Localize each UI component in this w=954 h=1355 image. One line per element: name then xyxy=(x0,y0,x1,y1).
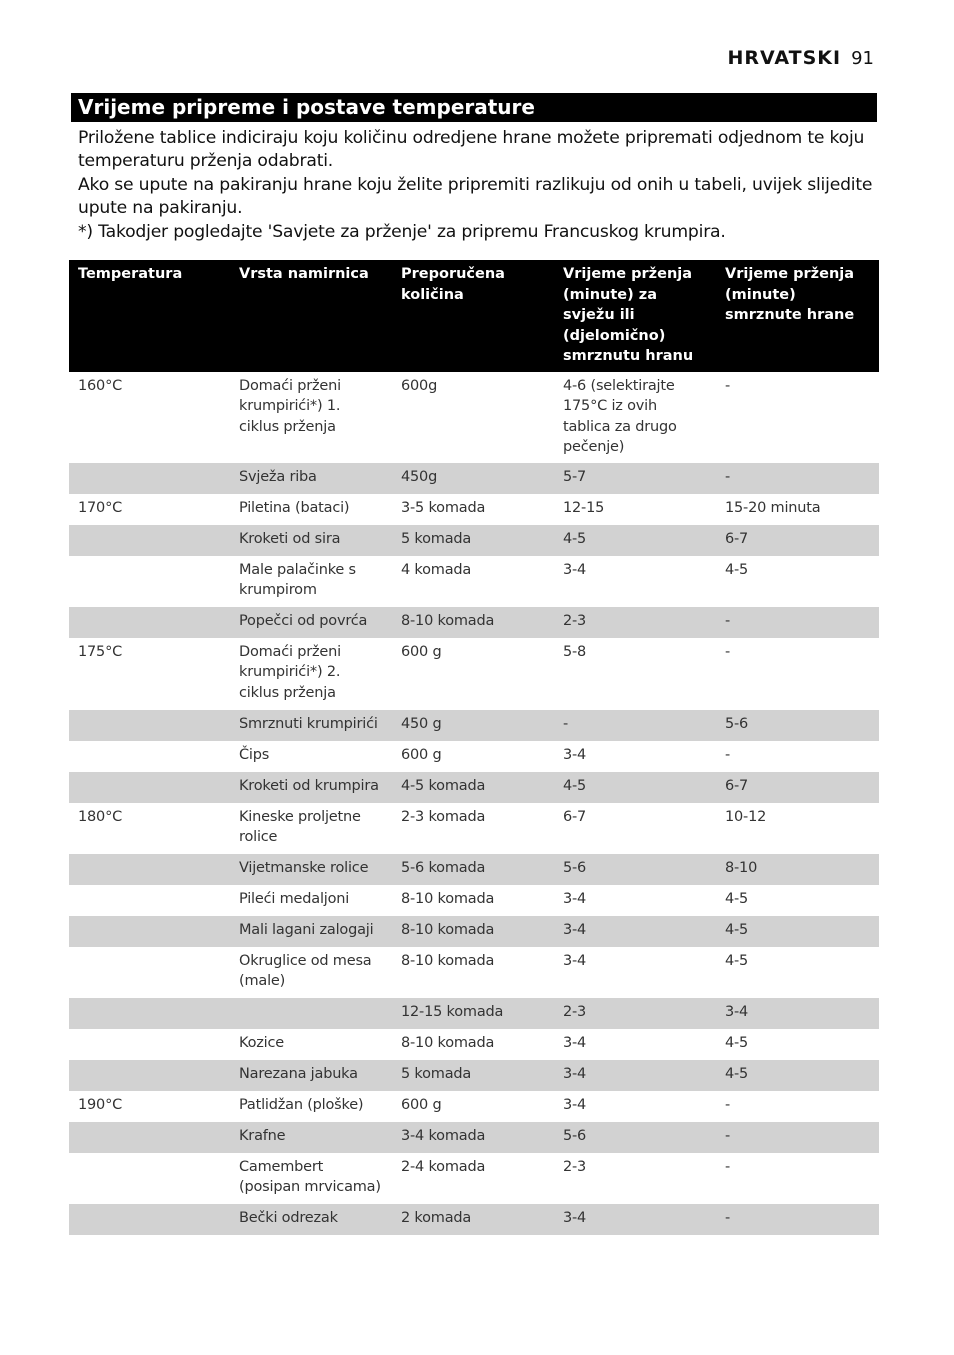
cell-time-fresh: 5-7 xyxy=(554,463,716,494)
cell-temperature xyxy=(69,1029,230,1060)
cell-time-fresh: 2-3 xyxy=(554,607,716,638)
cell-time-frozen: 8-10 xyxy=(716,854,879,885)
table-row xyxy=(69,1204,879,1235)
table-row xyxy=(69,525,879,556)
table-row xyxy=(69,1060,879,1091)
page-number: 91 xyxy=(851,48,874,69)
intro-paragraph: Priložene tablice indiciraju koju količinu odredjene hrane možete pripremati odjednom te koju temperaturu prženja odabrati. xyxy=(78,128,865,172)
cell-time-frozen: - xyxy=(716,1204,879,1235)
table-row xyxy=(69,463,879,494)
table-row xyxy=(69,947,879,998)
cell-time-frozen: 15-20 minuta xyxy=(725,499,821,516)
cell-time-frozen: 5-6 xyxy=(716,710,879,741)
cell-time-fresh: 5-6 xyxy=(554,1122,716,1153)
cell-time-frozen: 4-5 xyxy=(716,1060,879,1091)
cell-time-frozen: - xyxy=(725,643,731,660)
cell-time-frozen: - xyxy=(716,607,879,638)
cell-temperature xyxy=(69,772,230,803)
cell-time-frozen: 4-5 xyxy=(725,561,749,578)
cell-temperature xyxy=(69,916,230,947)
cell-temperature xyxy=(69,463,230,494)
cell-time-frozen: 3-4 xyxy=(716,998,879,1029)
header-food-type: Vrsta namirnica xyxy=(230,260,392,372)
cell-quantity: 600g xyxy=(401,377,438,394)
cell-quantity: 3-4 komada xyxy=(392,1122,554,1153)
cell-time-frozen: - xyxy=(725,746,731,763)
intro-paragraph: *) Takodjer pogledajte 'Savjete za prženje' za pripremu Francuskog krumpira. xyxy=(78,221,726,242)
cell-time-frozen: 4-5 xyxy=(716,916,879,947)
cell-food: Krafne xyxy=(230,1122,392,1153)
cell-temperature xyxy=(69,998,230,1029)
cell-temperature xyxy=(69,710,230,741)
cell-time-frozen: - xyxy=(716,1122,879,1153)
cell-temperature xyxy=(69,1060,230,1091)
intro-text xyxy=(78,127,878,244)
cell-time-frozen: 10-12 xyxy=(725,808,767,825)
table-row xyxy=(69,803,879,854)
cell-temperature: 170°C xyxy=(78,499,123,516)
cell-quantity: 8-10 komada xyxy=(401,890,495,907)
cell-quantity: 8-10 komada xyxy=(401,1034,495,1051)
cell-temperature xyxy=(69,947,230,998)
cell-temperature xyxy=(69,1153,230,1204)
cell-temperature: 180°C xyxy=(78,808,123,825)
cell-time-frozen: 6-7 xyxy=(716,772,879,803)
cell-food: Camembert (posipan mrvicama) xyxy=(239,1158,381,1195)
cell-food: Kozice xyxy=(239,1034,284,1051)
cell-quantity: 12-15 komada xyxy=(392,998,554,1029)
cell-food: Kroketi od sira xyxy=(230,525,392,556)
cell-temperature xyxy=(69,607,230,638)
table-row xyxy=(69,885,879,916)
table-row xyxy=(69,741,879,772)
cell-time-fresh: 2-3 xyxy=(563,1158,587,1175)
cell-time-fresh: 12-15 xyxy=(563,499,605,516)
cell-time-frozen: - xyxy=(725,1096,731,1113)
cell-food: Kroketi od krumpira xyxy=(230,772,392,803)
cell-quantity: 5-6 komada xyxy=(392,854,554,885)
cell-food: Narezana jabuka xyxy=(230,1060,392,1091)
cell-time-fresh: 3-4 xyxy=(554,916,716,947)
cell-temperature xyxy=(69,741,230,772)
table-header-row xyxy=(69,260,879,372)
header-time-fresh: Vrijeme prženja (minute) za svježu ili (djelomično) smrznutu hranu xyxy=(554,260,716,372)
cell-food: Pileći medaljoni xyxy=(239,890,350,907)
cell-quantity: 5 komada xyxy=(392,525,554,556)
table-row xyxy=(69,494,879,525)
cell-time-frozen: - xyxy=(725,377,731,394)
cell-quantity: 8-10 komada xyxy=(401,952,495,969)
table-row xyxy=(69,1091,879,1122)
cell-quantity: 600 g xyxy=(401,1096,442,1113)
cell-temperature xyxy=(69,556,230,607)
cell-food: Male palačinke s krumpirom xyxy=(239,561,356,598)
table-row xyxy=(69,372,879,463)
cell-temperature xyxy=(69,854,230,885)
header-temperature: Temperatura xyxy=(69,260,230,372)
cell-time-frozen: - xyxy=(716,463,879,494)
cell-time-fresh: 3-4 xyxy=(554,1060,716,1091)
cell-temperature: 160°C xyxy=(78,377,123,394)
cell-quantity: 2-3 komada xyxy=(401,808,486,825)
cell-time-fresh: 3-4 xyxy=(563,1096,587,1113)
cell-quantity: 600 g xyxy=(401,643,442,660)
table-row xyxy=(69,916,879,947)
cell-time-frozen: 6-7 xyxy=(716,525,879,556)
cell-temperature xyxy=(69,1204,230,1235)
cell-food: Bečki odrezak xyxy=(230,1204,392,1235)
cell-time-frozen: - xyxy=(725,1158,731,1175)
cell-temperature xyxy=(69,885,230,916)
cell-time-fresh: 3-4 xyxy=(563,746,587,763)
table-row xyxy=(69,1153,879,1204)
cell-temperature xyxy=(69,525,230,556)
cell-food: Smrznuti krumpirići xyxy=(230,710,392,741)
cell-quantity: 450g xyxy=(392,463,554,494)
cell-time-fresh: 5-6 xyxy=(554,854,716,885)
language-label: HRVATSKI xyxy=(727,47,842,69)
section-title: Vrijeme pripreme i postave temperature xyxy=(78,95,535,119)
cell-time-fresh: - xyxy=(554,710,716,741)
cell-food xyxy=(230,998,392,1029)
cell-time-fresh: 3-4 xyxy=(563,1034,587,1051)
cell-quantity: 3-5 komada xyxy=(401,499,486,516)
cell-time-fresh: 3-4 xyxy=(563,890,587,907)
cell-time-fresh: 2-3 xyxy=(554,998,716,1029)
cell-quantity: 5 komada xyxy=(392,1060,554,1091)
cell-time-fresh: 4-5 xyxy=(554,772,716,803)
intro-paragraph: Ako se upute na pakiranju hrane koju želite pripremiti razlikuju od onih u tabeli, uvijek slijedite upute na pakiranju. xyxy=(78,174,873,219)
table-row xyxy=(69,998,879,1029)
cell-time-fresh: 6-7 xyxy=(563,808,587,825)
cell-food: Kineske proljetne rolice xyxy=(239,808,361,845)
table-row xyxy=(69,638,879,710)
cooking-time-table xyxy=(69,260,879,1235)
cell-temperature: 175°C xyxy=(78,643,123,660)
cell-food: Mali lagani zalogaji xyxy=(230,916,392,947)
cell-time-frozen: 4-5 xyxy=(725,952,749,969)
header-quantity: Preporučena količina xyxy=(392,260,554,372)
cell-time-fresh: 4-5 xyxy=(554,525,716,556)
cell-quantity: 2-4 komada xyxy=(401,1158,486,1175)
cell-food: Svježa riba xyxy=(230,463,392,494)
cell-quantity: 4-5 komada xyxy=(392,772,554,803)
cell-quantity: 450 g xyxy=(392,710,554,741)
table-row xyxy=(69,772,879,803)
header-time-frozen: Vrijeme prženja (minute) smrznute hrane xyxy=(716,260,879,372)
cell-food: Domaći prženi krumpirići*) 1. ciklus prženja xyxy=(239,377,341,435)
cell-quantity: 600 g xyxy=(401,746,442,763)
cell-quantity: 8-10 komada xyxy=(392,916,554,947)
cell-temperature xyxy=(69,1122,230,1153)
cell-quantity: 4 komada xyxy=(401,561,472,578)
cell-time-fresh: 3-4 xyxy=(563,952,587,969)
cell-time-fresh: 4-6 (selektirajte 175°C iz ovih tablica za drugo pečenje) xyxy=(563,377,677,455)
cell-food: Okruglice od mesa (male) xyxy=(239,952,372,989)
cell-food: Patlidžan (ploške) xyxy=(239,1096,364,1113)
cell-time-frozen: 4-5 xyxy=(725,1034,749,1051)
cell-temperature: 190°C xyxy=(78,1096,123,1113)
cell-food: Popečci od povrća xyxy=(230,607,392,638)
cell-quantity: 2 komada xyxy=(392,1204,554,1235)
table-row xyxy=(69,854,879,885)
cell-time-fresh: 3-4 xyxy=(563,561,587,578)
cell-time-fresh: 3-4 xyxy=(554,1204,716,1235)
cell-quantity: 8-10 komada xyxy=(392,607,554,638)
table-row xyxy=(69,710,879,741)
section-title-bar xyxy=(71,93,877,122)
table-row xyxy=(69,1122,879,1153)
page-header xyxy=(727,47,874,69)
table-row xyxy=(69,607,879,638)
cell-food: Domaći prženi krumpirići*) 2. ciklus prženja xyxy=(239,643,341,701)
table-row xyxy=(69,1029,879,1060)
cell-food: Piletina (bataci) xyxy=(239,499,350,516)
table-row xyxy=(69,556,879,607)
cell-time-fresh: 5-8 xyxy=(563,643,587,660)
cell-food: Čips xyxy=(239,746,270,763)
cell-time-frozen: 4-5 xyxy=(725,890,749,907)
cell-food: Vijetmanske rolice xyxy=(230,854,392,885)
